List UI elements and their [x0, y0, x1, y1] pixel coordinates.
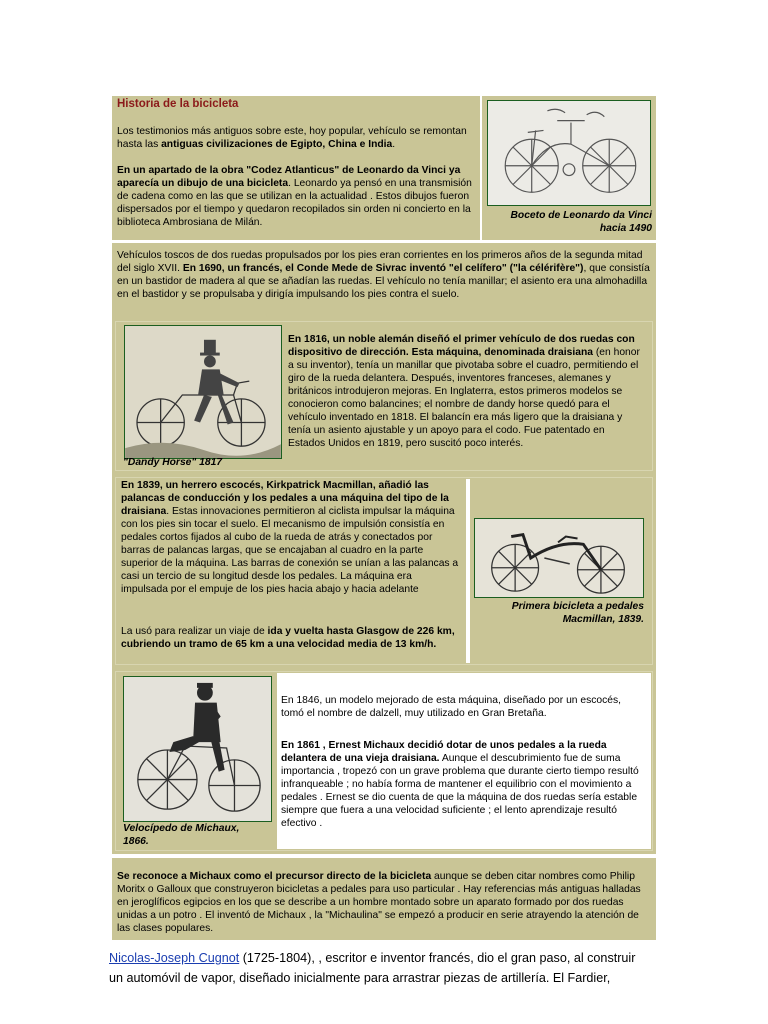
michaux-caption: Velocípedo de Michaux, 1866. — [123, 823, 240, 847]
leonardo-sketch-image — [487, 100, 651, 206]
intro-paragraph-1: Los testimonios más antiguos sobre este, hoy popular, vehículo se remontan hasta las antiguas civilizaciones de Egipto, China e India. — [117, 126, 467, 150]
leonardo-panel — [482, 96, 656, 240]
michaux-paragraph-1: En 1846, un modelo mejorado de esta máquina, diseñado por un escocés, tomó el nombre de dalzell, muy utilizado en Gran Bretaña. — [281, 695, 622, 719]
macmillan-section — [112, 474, 656, 668]
dandy-caption: "Dandy Horse" 1817 — [123, 457, 223, 468]
michaux-section — [112, 668, 656, 854]
intro-paragraph-2: En un apartado de la obra "Codez Atlanticus" de Leonardo da Vinci ya aparecía un dibujo de una bicicleta. Leonardo ya pensó en una transmisión de cadena como en las que se utilizan en la actualidad . Estos dibujos fueron dispersados por el tiempo y quedaron recopilados sin orden ni concierto en la biblioteca Ambrosiana de Milán. — [117, 165, 472, 228]
page-title: Historia de la bicicleta — [117, 98, 239, 110]
intro-panel — [112, 96, 480, 240]
cugnot-link[interactable]: Nicolas-Joseph Cugnot — [109, 951, 240, 965]
macmillan-paragraph-1: En 1839, un herrero escocés, Kirkpatrick Macmillan, añadió las palancas de conducción y los pedales a una máquina del tipo de la draisiana. Estas innovaciones permitieron al ciclista impulsar la máquina con los pies sin tocar el suelo. El mecanismo de impulsión consistía en pedales cortos fijados al cubo de la rueda de atrás y conectados por barras de palancas largas, que se encajaban al cuadro en la parte superior de la máquina. Las barras de conexión se unían a las palancas a casi un tercio de su longitud desde los pedales. La máquina era impulsada por el empuje de los pies hacia abajo y hacia adelante — [121, 480, 459, 595]
precursor-paragraph: Se reconoce a Michaux como el precursor directo de la bicicleta aunque se deben citar nombres como Philip Moritx o Galloux que construyeron bicicletas a pedales para uso particular . Hay referencias más antiguas halladas en jeroglíficos egipcios en los que se describe a un hombre montado sobre un aparato formado por dos ruedas unidas a un potro . El inventó de Michaux , la "Michaulina" se empezó a producir en serie atrayendo la atención de las clases populares. — [117, 871, 641, 934]
footer-line-1: Nicolas-Joseph Cugnot (1725-1804), , escritor e inventor francés, dio el gran paso, al construir — [109, 951, 636, 965]
celifero-panel — [112, 243, 656, 318]
dandy-paragraph: En 1816, un noble alemán diseñó el primer vehículo de dos ruedas con dispositivo de dirección. Esta máquina, denominada draisiana (en honor a su inventor), tenía un manillar que pivotaba sobre el cuadro, permitiendo el giro de la rueda delantera. Después, inventores franceses, alemanes y británicos introdujeron mejoras. En Inglaterra, estos primeros modelos se conocieron como balancines; el nombre de dandy horse quedó para el vehículo inventado en 1818. El balancín era más ligero que la draisiana y tenía un asiento ajustable y un apoyo para el codo. Fue patentado en Estados Unidos en 1819, pero suscitó poco interés. — [288, 334, 640, 449]
macmillan-bicycle-image — [474, 518, 644, 598]
macmillan-caption: Primera bicicleta a pedales Macmillan, 1839. — [511, 601, 644, 625]
macmillan-paragraph-2: La usó para realizar un viaje de ida y vuelta hasta Glasgow de 226 km, cubriendo un tramo de 65 km a una velocidad media de 13 km/h. — [121, 626, 455, 650]
footer-line-2: un automóvil de vapor, diseñado inicialmente para arrastrar piezas de artillería. El Fardier, — [109, 971, 611, 985]
michaux-paragraph-2: En 1861 , Ernest Michaux decidió dotar de unos pedales a la rueda delantera de una vieja draisiana. Aunque el descubrimiento fue de suma importancia , tropezó con un grave problema que durante cierto tiempo resultó infranqueable ; no había forma de mantener el equilibrio con el movimiento a pedales . Ernest se dio cuenta de que la máquina de dos ruedas sería estable siempre que fuera a una velocidad suficiente ; el lento aprendizaje resultó efectivo . — [281, 740, 639, 829]
dandy-horse-image — [124, 325, 282, 459]
celifero-paragraph: Vehículos toscos de dos ruedas propulsados por los pies eran corrientes en los primeros años de la segunda mitad del siglo XVII. En 1690, un francés, el Conde Mede de Sivrac inventó "el celífero" ("la célérifère"), que consistía en un bastidor de madera al que se añadían las ruedas. El vehículo no tenía manillar; el asiento era una almohadilla en el bastidor y se propulsaba y dirigía impulsando los pies contra el suelo. — [117, 250, 650, 300]
michaux-velocipede-image — [123, 676, 272, 822]
precursor-panel — [112, 858, 656, 940]
leonardo-caption: Boceto de Leonardo da Vinci hacia 1490 — [510, 210, 652, 234]
dandy-section — [112, 318, 656, 474]
footer-text — [109, 948, 669, 988]
